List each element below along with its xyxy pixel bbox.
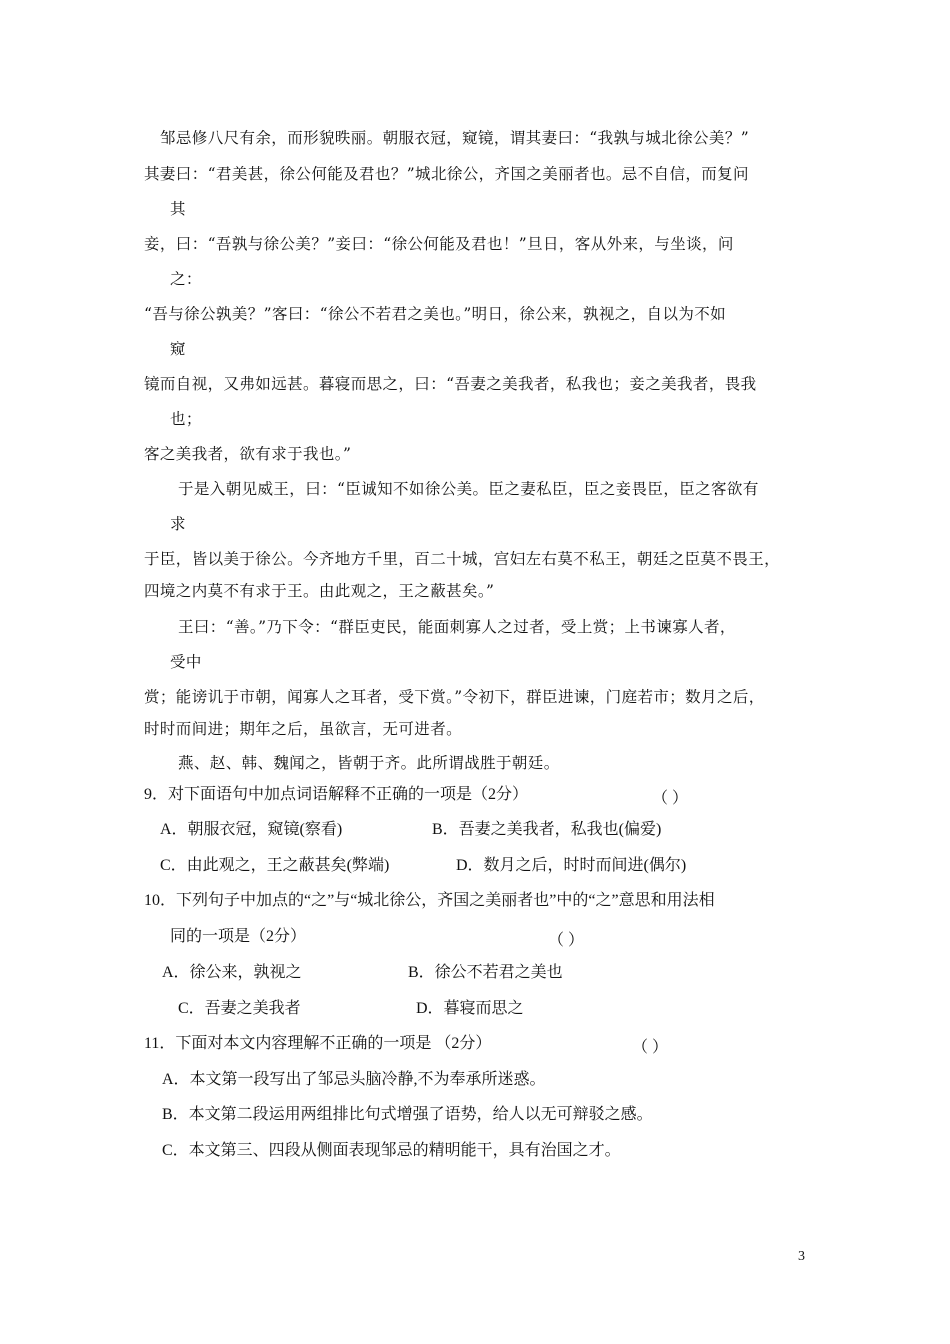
passage-line: 镜而自视，又弗如远甚。暮寝而思之，曰：“吾妻之美我者，私我也；妾之美我者，畏我: [144, 375, 757, 393]
passage-line: 求: [170, 515, 186, 533]
question-10-answer-bracket: （ ）: [548, 932, 585, 949]
question-11-option-a: A．本文第一段写出了邹忌头脑冷静,不为奉承所迷惑。: [162, 1071, 546, 1088]
question-10-stem: 10．下列句子中加点的“之”与“城北徐公，齐国之美丽者也”中的“之”意思和用法相: [144, 892, 715, 909]
question-9-option-a: A．朝服衣冠，窥镜(察看): [160, 821, 343, 838]
passage-line: 赏；能谤讥于市朝，闻寡人之耳者，受下赏。”令初下，群臣进谏，门庭若市；数月之后，: [144, 688, 765, 706]
passage-line: 邹忌修八尺有余，而形貌昳丽。朝服衣冠，窥镜，谓其妻曰：“我孰与城北徐公美？”: [160, 129, 750, 147]
question-9-option-b: B．吾妻之美我者，私我也(偏爱): [432, 821, 662, 838]
passage-line: 于是入朝见威王，曰：“臣诚知不如徐公美。臣之妻私臣，臣之妾畏臣，臣之客欲有: [178, 480, 759, 498]
passage-line: 妾，曰：“吾孰与徐公美？”妾曰：“徐公何能及君也！”旦日，客从外来，与坐谈，问: [144, 235, 734, 253]
passage-line: 之：: [170, 270, 202, 288]
passage-line: 受中: [170, 653, 202, 671]
passage-line: 也；: [170, 410, 202, 428]
passage-line: 于臣，皆以美于徐公。今齐地方千里，百二十城，宫妇左右莫不私王，朝廷之臣莫不畏王，: [144, 550, 781, 568]
passage-line: 时时而间进；期年之后，虽欲言，无可进者。: [144, 720, 463, 738]
question-9-answer-bracket: （ ）: [652, 790, 689, 807]
passage-line: 四境之内莫不有求于王。由此观之，王之蔽甚矣。”: [144, 582, 495, 600]
question-10-stem-continued: 同的一项是（2分）: [170, 928, 307, 945]
question-11-option-b: B．本文第二段运用两组排比句式增强了语势，给人以无可辩驳之感。: [162, 1106, 653, 1123]
passage-line: “吾与徐公孰美？”客曰：“徐公不若君之美也。”明日，徐公来，孰视之，自以为不如: [144, 305, 727, 323]
question-9-option-c: C．由此观之，王之蔽甚矣(弊端): [160, 857, 390, 874]
question-9-option-d: D．数月之后，时时而间进(偶尔): [456, 857, 687, 874]
question-10-option-b: B．徐公不若君之美也: [408, 964, 563, 981]
passage-line: 其妻曰：“君美甚，徐公何能及君也？”城北徐公，齐国之美丽者也。忌不自信，而复问: [144, 165, 749, 183]
passage-line: 其: [170, 200, 186, 218]
passage-line: 窥: [170, 340, 186, 358]
page-number: 3: [798, 1249, 805, 1264]
passage-line: 客之美我者，欲有求于我也。”: [144, 445, 352, 463]
question-10-option-c: C．吾妻之美我者: [178, 1000, 301, 1017]
passage-line: 燕、赵、韩、魏闻之，皆朝于齐。此所谓战胜于朝廷。: [178, 754, 560, 772]
question-9-stem: 9．对下面语句中加点词语解释不正确的一项是（2分）: [144, 786, 529, 803]
passage-line: 王曰：“善。”乃下令：“群臣吏民，能面刺寡人之过者，受上赏；上书谏寡人者，: [178, 618, 736, 636]
question-10-option-d: D．暮寝而思之: [416, 1000, 524, 1017]
question-11-option-c: C．本文第三、四段从侧面表现邹忌的精明能干，具有治国之才。: [162, 1142, 621, 1159]
question-10-option-a: A．徐公来，孰视之: [162, 964, 302, 981]
question-11-stem: 11．下面对本文内容理解不正确的一项是 （2分）: [144, 1035, 492, 1052]
question-11-answer-bracket: （ ）: [632, 1039, 669, 1056]
